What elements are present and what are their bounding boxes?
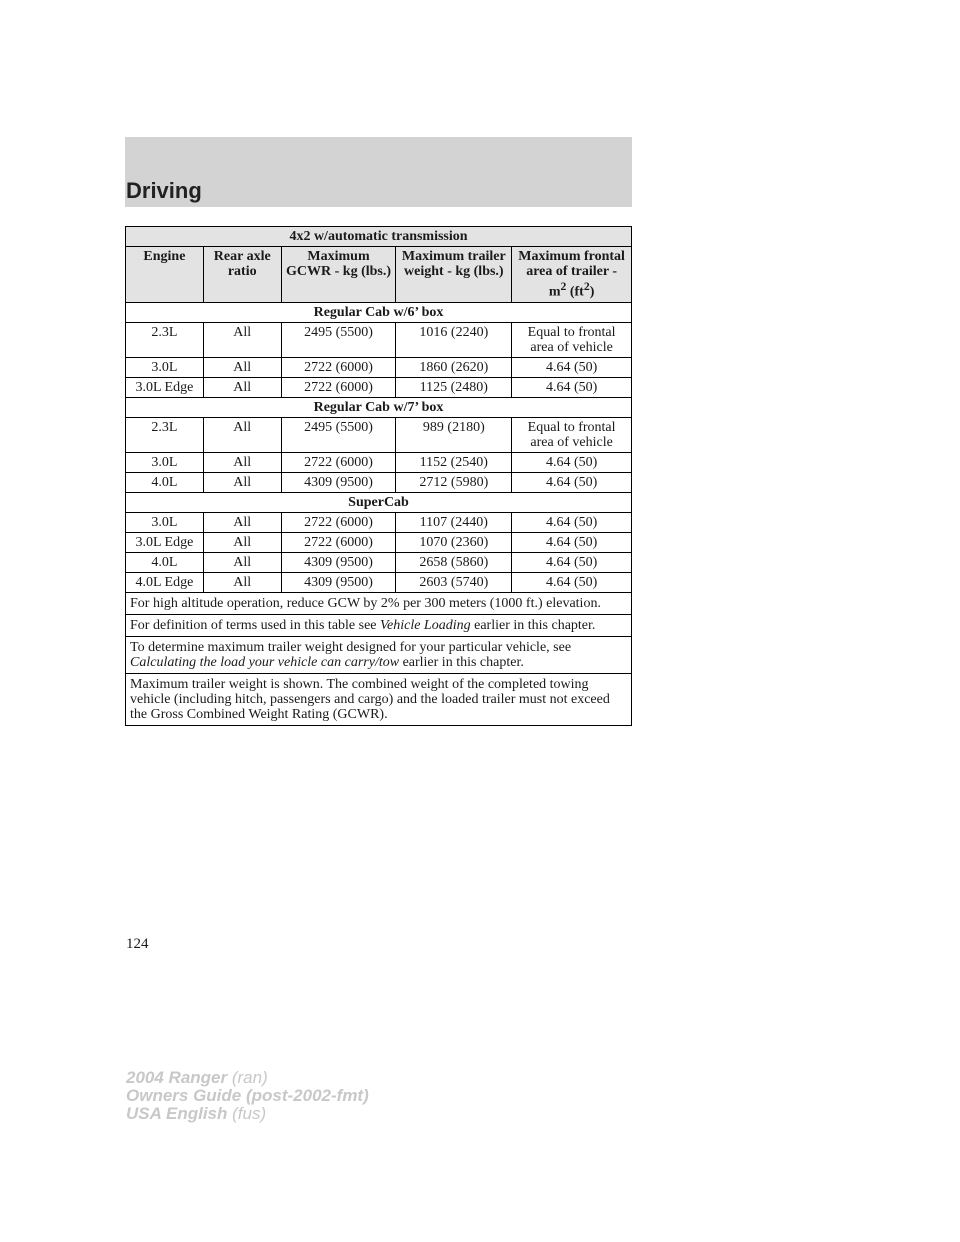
table-cell: 1016 (2240) <box>396 322 512 357</box>
table-cell: 2722 (6000) <box>281 512 396 532</box>
table-cell: 3.0L <box>126 452 204 472</box>
group-title: Regular Cab w/6’ box <box>126 302 632 322</box>
table-cell: 989 (2180) <box>396 417 512 452</box>
table-cell: 4.64 (50) <box>512 472 632 492</box>
table-row <box>126 472 632 492</box>
table-cell: 1107 (2440) <box>396 512 512 532</box>
group-header-row <box>126 397 632 417</box>
document-footer: 2004 Ranger (ran) Owners Guide (post-2002-fmt) USA English (fus) <box>126 1068 369 1123</box>
table-cell: 4.0L Edge <box>126 572 204 592</box>
table-row <box>126 417 632 452</box>
col-frontal-area: Maximum frontal area of trailer - $m^2$ $(ft^2)$ <box>512 247 632 303</box>
col-trailer-weight: Maximum trailer weight - kg (lbs.) <box>396 247 512 303</box>
table-title: 4x2 w/automatic transmission <box>126 227 632 247</box>
group-title: Regular Cab w/7’ box <box>126 397 632 417</box>
table-cell: All <box>203 472 281 492</box>
col-engine: Engine <box>126 247 204 303</box>
table-cell: 2603 (5740) <box>396 572 512 592</box>
table-cell: 2722 (6000) <box>281 532 396 552</box>
table-cell: All <box>203 572 281 592</box>
table-cell: All <box>203 552 281 572</box>
table-cell: 2658 (5860) <box>396 552 512 572</box>
group-title: SuperCab <box>126 492 632 512</box>
table-cell: 4.0L <box>126 472 204 492</box>
table-cell: 4309 (9500) <box>281 472 396 492</box>
table-cell: 4.64 (50) <box>512 572 632 592</box>
table-cell: 4309 (9500) <box>281 572 396 592</box>
col-rear-axle: Rear axle ratio <box>203 247 281 303</box>
table-cell: 3.0L <box>126 512 204 532</box>
note-determine: To determine maximum trailer weight designed for your particular vehicle, see Calculating the load your vehicle can carry/tow earlier in this chapter. <box>126 636 632 673</box>
table-cell: 3.0L Edge <box>126 377 204 397</box>
table-cell: 4.64 (50) <box>512 357 632 377</box>
table-cell: 4.0L <box>126 552 204 572</box>
table-cell: 2722 (6000) <box>281 452 396 472</box>
table-cell: 2.3L <box>126 417 204 452</box>
note-combined-weight: Maximum trailer weight is shown. The combined weight of the completed towing vehicle (including hitch, passengers and cargo) and the loaded trailer must not exceed the Gross Combined Weight Rating (GCWR). <box>126 673 632 725</box>
table-cell: Equal to frontal area of vehicle <box>512 417 632 452</box>
table-row <box>126 452 632 472</box>
link-vehicle-loading[interactable]: Vehicle Loading <box>380 617 471 633</box>
table-cell: Equal to frontal area of vehicle <box>512 322 632 357</box>
table-cell: All <box>203 322 281 357</box>
table-cell: All <box>203 377 281 397</box>
table-cell: 2712 (5980) <box>396 472 512 492</box>
table-cell: 1070 (2360) <box>396 532 512 552</box>
group-header-row <box>126 492 632 512</box>
page-number: 124 <box>126 936 149 952</box>
link-calculating-load[interactable]: Calculating the load your vehicle can carry/tow <box>130 654 400 670</box>
table-row <box>126 532 632 552</box>
table-cell: 2722 (6000) <box>281 377 396 397</box>
col-gcwr: Maximum GCWR - kg (lbs.) <box>281 247 396 303</box>
table-cell: 4.64 (50) <box>512 452 632 472</box>
table-cell: 2495 (5500) <box>281 322 396 357</box>
note-altitude: For high altitude operation, reduce GCW by 2% per 300 meters (1000 ft.) elevation. <box>126 592 632 614</box>
table-row <box>126 552 632 572</box>
col-frontal-area-label: Maximum frontal area of trailer - <box>518 249 625 279</box>
table-row <box>126 512 632 532</box>
table-row <box>126 572 632 592</box>
section-title: Driving <box>126 178 202 203</box>
table-cell: 3.0L <box>126 357 204 377</box>
table-cell: 4.64 (50) <box>512 377 632 397</box>
table-cell: 2.3L <box>126 322 204 357</box>
table-cell: All <box>203 357 281 377</box>
table-cell: 4.64 (50) <box>512 532 632 552</box>
table-cell: 1125 (2480) <box>396 377 512 397</box>
table-row <box>126 357 632 377</box>
table-cell: All <box>203 452 281 472</box>
table-row <box>126 322 632 357</box>
table-cell: All <box>203 512 281 532</box>
towing-table <box>125 226 632 726</box>
table-cell: 2722 (6000) <box>281 357 396 377</box>
table-cell: 1152 (2540) <box>396 452 512 472</box>
table-cell: 1860 (2620) <box>396 357 512 377</box>
group-header-row <box>126 302 632 322</box>
table-cell: 4309 (9500) <box>281 552 396 572</box>
table-cell: All <box>203 417 281 452</box>
table-row <box>126 377 632 397</box>
table-cell: 4.64 (50) <box>512 512 632 532</box>
table-cell: 3.0L Edge <box>126 532 204 552</box>
table-cell: 2495 (5500) <box>281 417 396 452</box>
table-cell: 4.64 (50) <box>512 552 632 572</box>
note-definitions: For definition of terms used in this table see Vehicle Loading earlier in this chapter. <box>126 614 632 636</box>
column-header-row <box>126 247 632 303</box>
table-cell: All <box>203 532 281 552</box>
